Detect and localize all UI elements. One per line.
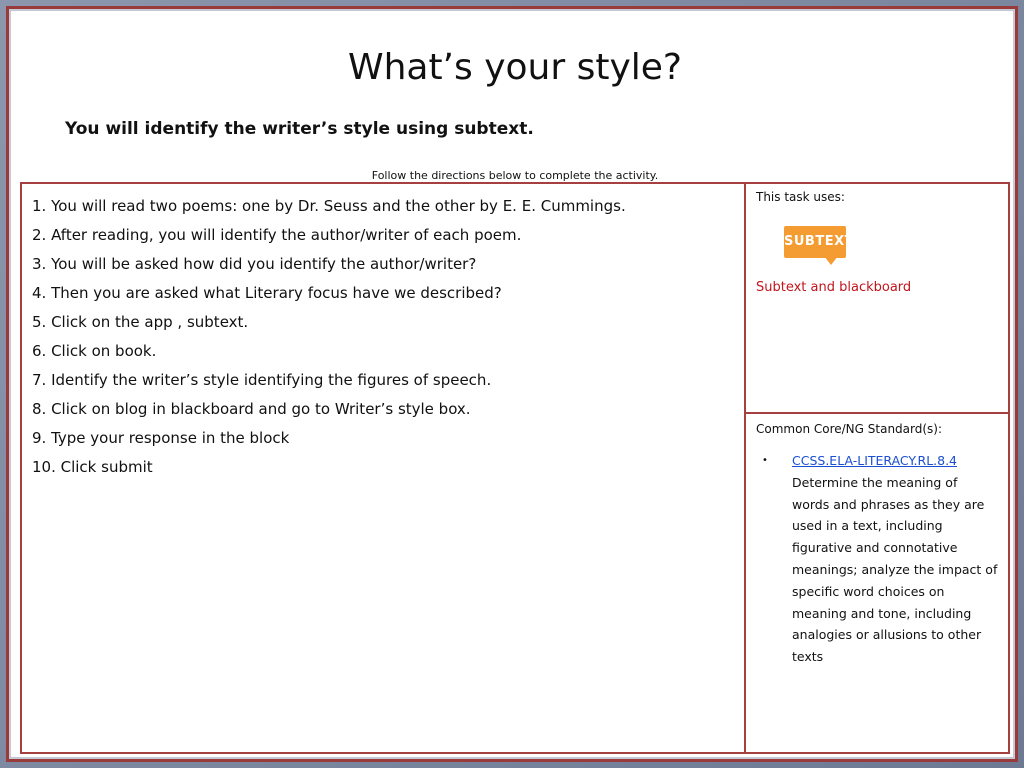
step-item: 9. Type your response in the block — [32, 429, 290, 447]
activity-table — [20, 182, 1010, 754]
task-uses-label: This task uses: — [756, 190, 845, 204]
subtext-logo-icon: SUBTEXT — [784, 226, 846, 258]
step-item: 6. Click on book. — [32, 342, 157, 360]
standards-cell — [746, 414, 1008, 752]
step-item: 7. Identify the writer’s style identifying the figures of speech. — [32, 371, 492, 389]
step-item: 2. After reading, you will identify the author/writer of each poem. — [32, 226, 522, 244]
standards-label: Common Core/NG Standard(s): — [756, 422, 943, 436]
task-tools-cell — [746, 184, 1008, 414]
standards-list — [756, 450, 998, 668]
slide-title: What’s your style? — [347, 47, 683, 88]
subtext-logo — [784, 226, 854, 266]
slide-subtitle: You will identify the writer’s style using subtext. — [65, 119, 534, 139]
steps-cell — [22, 184, 746, 752]
step-item: 3. You will be asked how did you identify the author/writer? — [32, 255, 477, 273]
standard-link[interactable]: CCSS.ELA-LITERACY.RL.8.4 — [792, 453, 958, 468]
speech-bubble-tail — [824, 256, 838, 265]
slide — [6, 6, 1018, 762]
step-item: 8. Click on blog in blackboard and go to Writer’s style box. — [32, 400, 471, 418]
step-item: 1. You will read two poems: one by Dr. Seuss and the other by E. E. Cummings. — [32, 197, 626, 215]
tools-text: Subtext and blackboard — [756, 280, 912, 295]
step-item: 10. Click submit — [32, 458, 153, 476]
bullet-icon: • — [762, 455, 768, 466]
standard-description: Determine the meaning of words and phrases as they are used in a text, including figurative and connotative meanings; analyze the impact of specific word choices on meaning and tone, including analogies or allusions to other texts — [792, 474, 998, 665]
standard-item — [756, 450, 998, 668]
directions-text: Follow the directions below to complete the activity. — [371, 169, 659, 182]
step-item: 4. Then you are asked what Literary focus have we described? — [32, 284, 502, 302]
step-item: 5. Click on the app , subtext. — [32, 313, 249, 331]
